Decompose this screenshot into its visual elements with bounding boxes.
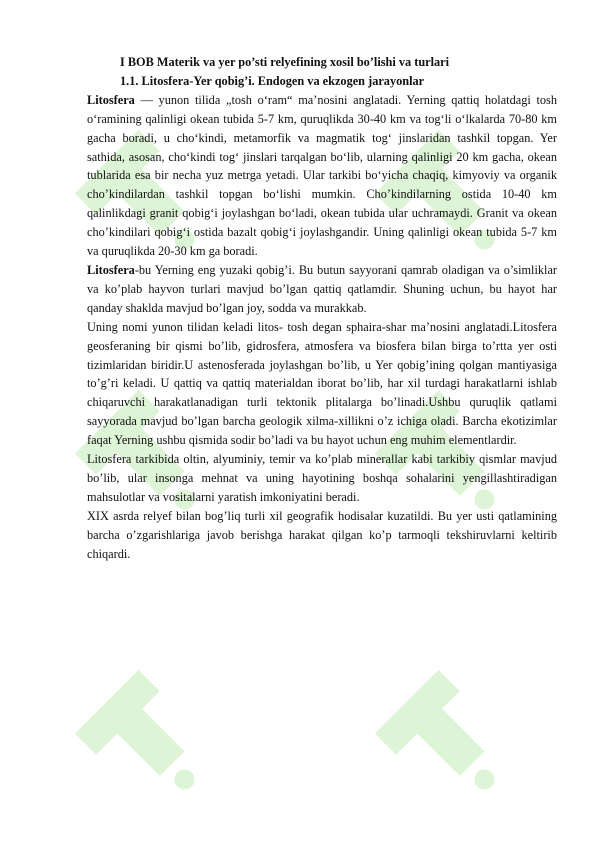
watermark-logo-icon xyxy=(60,650,210,810)
paragraph-text: -bu Yerning eng yuzaki qobig’i. Bu butun sayyorani qamrab oladigan va o’simliklar va ko’plab hayvon turlari mavjud bo’lgan qattiq qatlamdir. Shuning uchun, bu hayot har qanday shaklda mavjud bo’lgan joy, sodda va murakkab. xyxy=(87,262,557,315)
paragraph-text: XIX asrda relyef bilan bog’liq turli xil geografik hodisalar kuzatildi. Bu yer usti qatlamining barcha o’zgarishlariga javob berishga harakat qilgan ko’p tarmoqli tekshiruvlarni keltirib chiqardi. xyxy=(87,508,557,561)
paragraph-2 xyxy=(87,261,557,318)
paragraph-5 xyxy=(87,507,557,564)
watermark-logo-icon xyxy=(360,650,510,810)
paragraph-lead: Litosfera xyxy=(87,92,135,107)
paragraph-lead: Litosfera xyxy=(87,262,135,277)
paragraph-text: Uning nomi yunon tilidan keladi litos- tosh degan sphaira-shar ma’nosini anglatadi.Litosfera geosferaning bir qismi bo’lib, gidrosfera, atmosfera va biosfera bilan birga to’rtta yer osti tizimlaridan biridir.U astenosferada joylashgan bo’lib, u Yer qobig’ining qolgan mantiyasiga to’g’ri keladi. U qattiq va qattiq materialdan iborat bo’lib, har xil turdagi harakatlarni ishlab chiqaruvchi harakatlanadigan turli tektonik plitalarga bo’linadi.Ushbu quruqlik qatlami sayyorada mavjud bo’lgan barcha geologik xilma-xillikni o’z ichiga oladi. Barcha ekotizimlar faqat Yerning ushbu qismida sodir bo’ladi va bu hayot uchun eng muhim elementlardir. xyxy=(87,319,557,448)
paragraph-text: Litosfera tarkibida oltin, alyuminiy, temir va ko’plab minerallar kabi tarkibiy qismlar mavjud bo’lib, ular insonga mehnat va uning hayotining boshqa sohalarini yengillashtiradigan mahsulotlar va vositalarni yaratish imkoniyatini beradi. xyxy=(87,452,557,504)
section-heading: 1.1. Litosfera-Yer qobig’i. Endogen va ekzogen jarayonlar xyxy=(120,73,425,88)
document-body xyxy=(87,53,557,563)
chapter-heading: I BOB Materik va yer po’sti relyefining xosil bo’lishi va turlari xyxy=(120,55,450,69)
paragraph-1 xyxy=(87,91,557,261)
paragraph-3 xyxy=(87,318,557,450)
paragraph-text: — yunon tilida „tosh o‘ram“ ma’nosini anglatadi. Yerning qattiq holatdagi tosh o‘ramining qalinligi okean tubida 5-7 km, quruqlikda 30-40 km va tog‘li o‘lkalarda 70-80 km gacha boradi, u cho‘kindi, metamorfik va magmatik tog‘ jinslaridan tashkil topgan. Yer sathida, asosan, cho‘kindi tog‘ jinslari tarqalgan bo‘lib, ularning qalinligi 20 km gacha, okean tublarida esa bir necha yuz metrga yetadi. Ular tarkibi bo‘yicha chaqiq, kimyoviy va organik cho’kindilardan tashkil topgan bo‘lishi mumkin. Cho’kindilarning ostida 10-40 km qalinlikdagi granit qobig‘i joylashgan bo‘ladi, okean tubida ular uchramaydi. Granit va okean cho’kindilari qobig‘i ostida bazalt qobig‘i joylashgandir. Uning qalinligi okean tubida 5-7 km va quruqlikda 20-30 km ga boradi. xyxy=(87,92,557,259)
paragraph-4 xyxy=(87,450,557,507)
